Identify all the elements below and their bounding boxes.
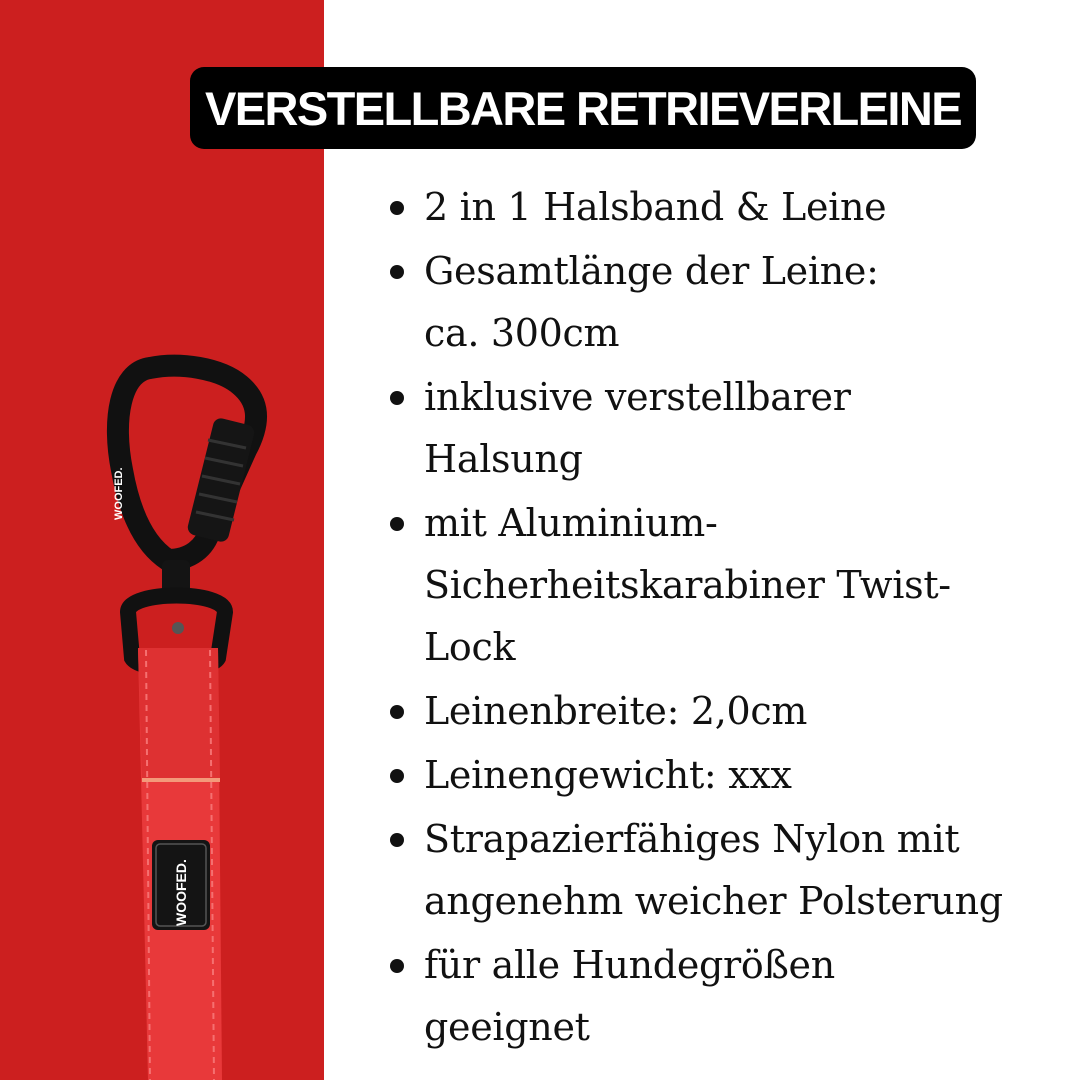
bullet-icon [390,833,404,847]
bullet-icon [390,705,404,719]
feature-item: für alle Hundegrößen geeignet [388,934,1068,1058]
feature-item: 2 in 1 Halsband & Leine [388,176,1068,238]
page-title: VERSTELLBARE RETRIEVERLEINE [205,81,961,135]
bullet-icon [390,769,404,783]
feature-item: mit Aluminium- Sicherheitskarabiner Twist- Lock [388,492,1068,678]
leash-product-image [0,0,324,1080]
bullet-icon [390,517,404,531]
bullet-icon [390,391,404,405]
bullet-icon [390,959,404,973]
feature-item: Leinenbreite: 2,0cm [388,680,1068,742]
brand-label-patch [152,840,210,930]
patch-brand-mark: WOOFED. [173,859,189,926]
feature-item: inklusive verstellbarer Halsung [388,366,1068,490]
bullet-icon [390,265,404,279]
carabiner-icon [113,366,256,560]
feature-list [388,176,1068,1060]
bullet-icon [390,201,404,215]
carabiner-brand-mark: WOOFED. [113,467,125,520]
feature-item: Strapazierfähiges Nylon mit angenehm weicher Polsterung [388,808,1068,932]
title-banner [190,67,976,149]
feature-item: Leinengewicht: xxx [388,744,1068,806]
feature-item: Gesamtlänge der Leine: ca. 300cm [388,240,1068,364]
